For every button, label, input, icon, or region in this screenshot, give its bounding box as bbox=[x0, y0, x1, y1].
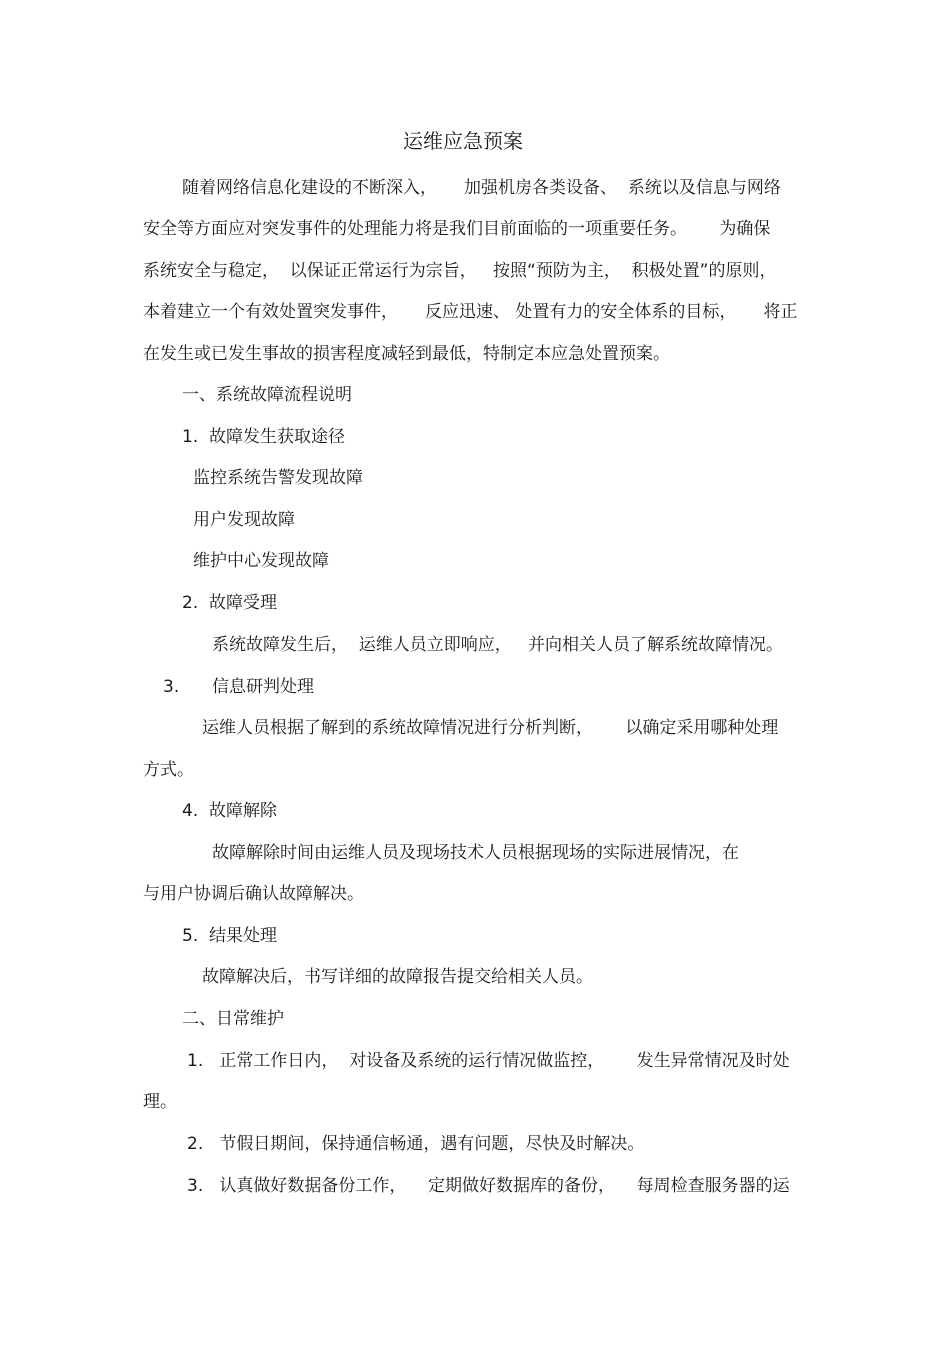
intro-line-4: 本着建立一个有效处置突发事件， 反应迅速、 处置有力的安全体系的目标， 将正 bbox=[143, 302, 798, 322]
item2-text: 系统故障发生后， 运维人员立即响应， 并向相关人员了解系统故障情况。 bbox=[212, 635, 784, 655]
section2-line-4: 3. 认真做好数据备份工作， 定期做好数据库的备份， 每周检查服务器的运 bbox=[187, 1176, 790, 1196]
item1-source-1: 监控系统告警发现故障 bbox=[193, 468, 363, 488]
section2-line-1: 1. 正常工作日内， 对设备及系统的运行情况做监控， 发生异常情况及时处 bbox=[187, 1051, 790, 1071]
item4-line-1: 故障解除时间由运维人员及现场技术人员根据现场的实际进展情况，在 bbox=[212, 843, 739, 863]
item5-text: 故障解决后，书写详细的故障报告提交给相关人员。 bbox=[202, 967, 593, 987]
intro-line-5: 在发生或已发生事故的损害程度减轻到最低，特制定本应急处置预案。 bbox=[143, 344, 670, 364]
item1-source-2: 用户发现故障 bbox=[193, 510, 295, 530]
section2-line-3: 2. 节假日期间，保持通信畅通，遇有问题，尽快及时解决。 bbox=[187, 1134, 645, 1154]
item5-heading: 5. 结果处理 bbox=[182, 926, 278, 946]
item1-heading: 1. 故障发生获取途径 bbox=[182, 427, 346, 447]
section1-heading: 一、系统故障流程说明 bbox=[182, 385, 352, 405]
intro-line-3: 系统安全与稳定， 以保证正常运行为宗旨， 按照“预防为主， 积极处置”的原则， bbox=[143, 261, 777, 281]
item3-line-1: 运维人员根据了解到的系统故障情况进行分析判断， 以确定采用哪种处理 bbox=[202, 718, 779, 738]
item4-heading: 4. 故障解除 bbox=[182, 801, 278, 821]
section2-heading: 二、日常维护 bbox=[182, 1009, 284, 1029]
section2-line-2: 理。 bbox=[143, 1092, 177, 1112]
item4-line-2: 与用户协调后确认故障解决。 bbox=[143, 884, 364, 904]
item3-number: 3. bbox=[163, 677, 180, 697]
item1-source-3: 维护中心发现故障 bbox=[193, 551, 329, 571]
item2-heading: 2. 故障受理 bbox=[182, 593, 278, 613]
intro-line-1: 随着网络信息化建设的不断深入， 加强机房各类设备、 系统以及信息与网络 bbox=[182, 178, 781, 198]
intro-line-2: 安全等方面应对突发事件的处理能力将是我们目前面临的一项重要任务。 为确保 bbox=[143, 219, 771, 239]
item3-line-2: 方式。 bbox=[143, 760, 194, 780]
item3-title: 信息研判处理 bbox=[212, 677, 314, 697]
document-title: 运维应急预案 bbox=[403, 129, 523, 153]
